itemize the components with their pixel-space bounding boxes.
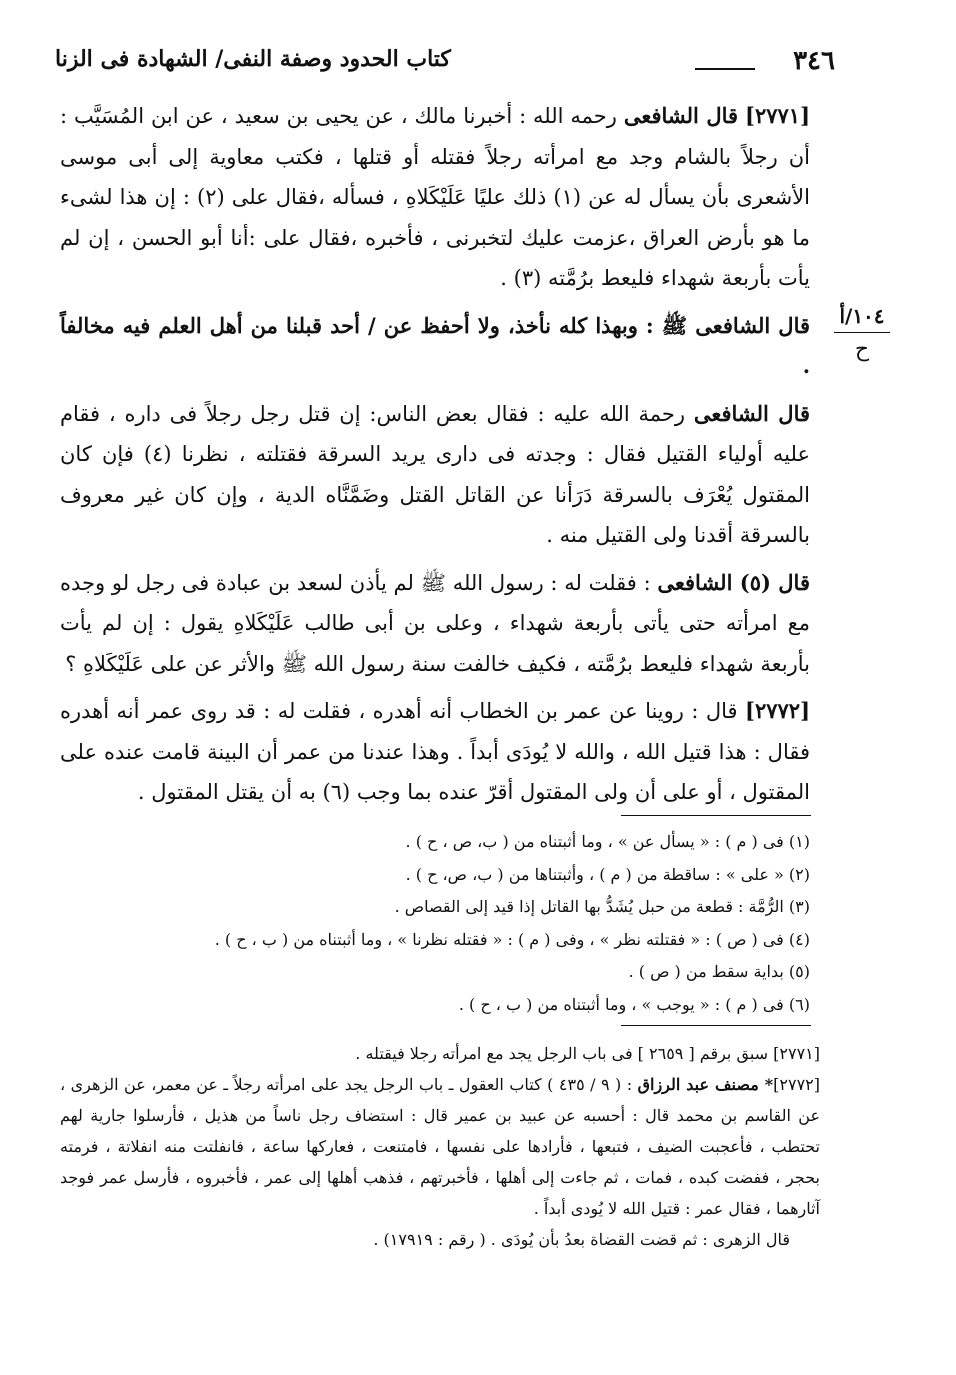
report-number: [٢٧٧١]: [745, 103, 810, 128]
takhrij-note: [٢٧٧١] سبق برقم [ ٢٦٥٩ ] فى باب الرجل يجد مع امرأته رجلا فيقتله .: [355, 1044, 820, 1063]
report-number: [٢٧٧٢]: [745, 698, 810, 723]
paragraph-reply: [60, 563, 810, 685]
paragraph-text: : فقلت له : رسول الله ﷺ لم يأذن لسعد بن عبادة فى رجل لو وجده مع امرأته حتى يأتى بأربعة شهداء ، وعلى بن أبى طالب عَلَيْكَلاهِ يقول : إن لم يأت بأربعة شهداء فليعط برُمَّته ، فكيف خالفت سنة رسول الله ﷺ والأثر عن على عَلَيْكَلاهِ ؟: [60, 570, 810, 676]
paragraph-shafii-ruling: [60, 306, 810, 387]
paragraph-2772: [60, 691, 810, 813]
footnote: (٥) بداية سقط من ( ص ) .: [628, 962, 810, 981]
main-text: [60, 96, 810, 820]
takhrij-note: قال الزهرى : ثم قضت القضاة بعدُ بأن يُودَى . ( رقم : ١٧٩١٩) .: [373, 1230, 790, 1249]
footnote: (٤) فى ( ص ) : « فقتلته نظر » ، وفى ( م ) : « فقتله نظرنا » ، وما أثبتناه من ( ب ، ح ) .: [214, 929, 810, 949]
footnote-rule: [621, 815, 811, 816]
running-header: [55, 42, 835, 82]
paragraph-text: رحمة الله عليه : فقال بعض الناس: إن قتل رجل رجلاً فى داره ، فقام عليه أولياء القتيل فقال : وجدته فى دارى يريد السرقة فقتلته ، نظرنا (٤) فإن كان المقتول يُعْرَف بالسرقة دَرَأنا عن القاتل القتل وضَمَّنَّاه الدية ، وإن كان غير معروف بالسرقة أقدنا ولى القتيل منه .: [60, 401, 810, 547]
footnote: (٣) الرُّمَّة : قطعة من حبل يُشَدُّ بها القاتل إذا قيد إلى القصاص .: [394, 897, 810, 916]
takhrij-rule: [621, 1025, 811, 1026]
report-number: [٢٧٧٢]: [773, 1075, 820, 1094]
speaker-lead: قال الشافعى: [623, 103, 739, 128]
paragraph-2771: [60, 96, 810, 299]
paragraph-text: رحمه الله : أخبرنا مالك ، عن يحيى بن سعيد ، عن ابن المُسَيَّب : أن رجلاً بالشام وجد مع امرأته رجلاً فقتله أو قتلها ، فكتب معاوية إلى أبى موسى الأشعرى بأن يسأل له عن (١) ذلك عليًا عَلَيْكَلاهِ ، فسأله ،فقال على (٢) : إن هذا لشىء ما هو بأرض العراق ،عزمت عليك لتخبرنى ، فأخبره ،فقال على :أنا أبو الحسن ، إن لم يأت بأربعة شهداء فليعط برُمَّته (٣) .: [60, 104, 810, 290]
speaker-lead: قال (٥) الشافعى: [657, 569, 810, 595]
header-rule: [695, 68, 755, 70]
takhrij-text: : ( ٩ / ٤٣٥ ) كتاب العقول ـ باب الرجل يجد على امرأته رجلاً ـ عن معمر، عن الزهرى ، عن القاسم بن محمد قال : أحسبه عن عبيد بن عمير قال : استضاف رجل ناساً من هذيل ، فأرسلوا جارية لهم تحتطب ، فأعجبت الضيف ، فتبعها ، فأرادها على نفسها ، فامتنعت ، فعاركها ساعة ، فانفلتت منه انفلاتة ، فرمته بحجر ، ففضت كبده ، فمات ، ثم جاءت إلى أهلها ، فأخبرتهم ، فذهب أهلها إلى عمر ، فأخبروه ، فأرسل عمر فوجد آثارهما ، فقال عمر : قتيل الله لا يُودى أبداً .: [60, 1075, 820, 1218]
margin-note: [834, 304, 890, 363]
paragraph-text: قال : روينا عن عمر بن الخطاب أنه أهدره ، فقلت له : قد روى عمر أنه أهدره فقال : هذا قتيل الله ، والله لا يُودَى أبداً . وهذا عندنا من عمر أن البينة قامت عنده على المقتول ، أو على أن ولى المقتول أقرّ عنده بما وجب (٦) به أن يقتل المقتول .: [60, 699, 810, 804]
paragraph-house-killing: [60, 394, 810, 556]
folio-marker: ١٠٤/أ: [839, 304, 885, 328]
footnote: (١) فى ( م ) : « يسأل عن » ، وما أثبتناه من ( ب، ص ، ح ) .: [405, 832, 810, 851]
speaker-lead: قال الشافعى: [693, 400, 811, 426]
margin-rule: [834, 332, 890, 333]
variant-footnotes: [160, 826, 810, 1021]
speaker-lead: قال الشافعى: [695, 312, 811, 338]
takhrij-note: [60, 1069, 820, 1224]
page-number: ٣٤٦: [793, 46, 835, 76]
running-title: كتاب الحدود وصفة النفى/ الشهادة فى الزنا: [55, 46, 451, 72]
footnote: (٦) فى ( م ) : « يوجب » ، وما أثبتناه من ( ب ، ح ) .: [458, 994, 810, 1014]
manuscript-siglum: ح: [854, 337, 870, 362]
paragraph-text: ﷺ : وبهذا كله نأخذ، ولا أحفظ عن / أحد قبلنا من أهل العلم فيه مخالفاً .: [60, 312, 810, 378]
takhrij-notes: [60, 1038, 820, 1255]
footnote: (٢) « على » : ساقطة من ( م ) ، وأثبتناها من ( ب، ص، ح ) .: [405, 864, 810, 884]
source-title: * مصنف عبد الرزاق: [637, 1075, 774, 1094]
